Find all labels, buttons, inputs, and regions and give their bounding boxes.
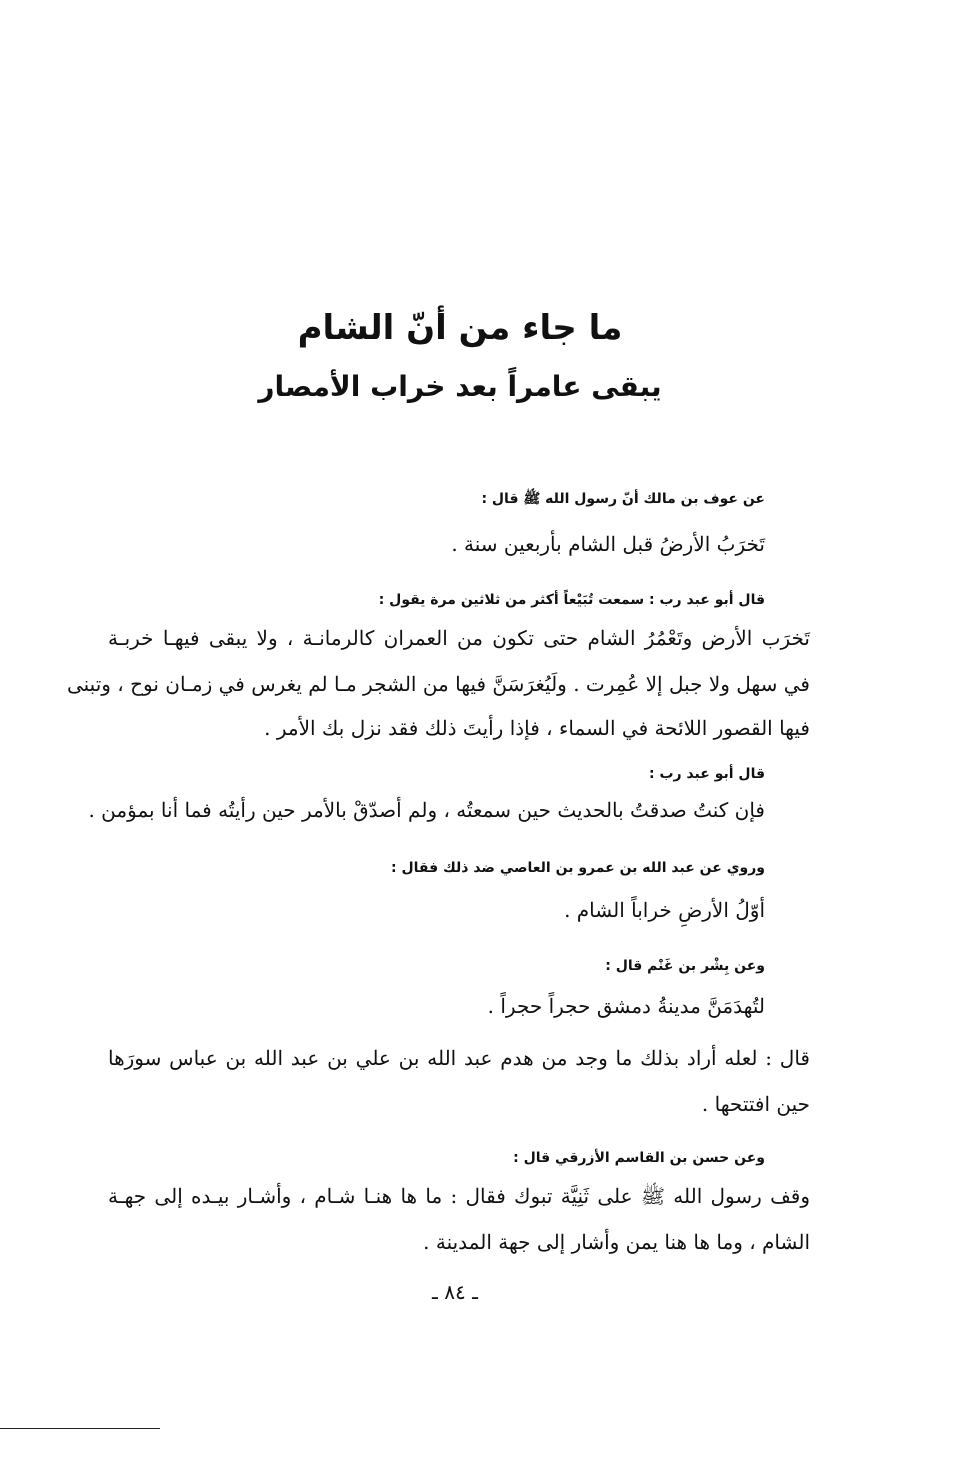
narrator-line: قال أبو عبد رب : [649,766,765,782]
hadith-text: وقف رسول الله ﷺ على ثَنِيَّة تبوك فقال : ما ها هنـا شـام ، وأشـار بيـده إلى جهـة [108,1184,810,1208]
narrator-line: قال أبو عبد رب : سمعت تُبَيْعاً أكثر من ثلاثين مرة يقول : [378,592,765,608]
narrator-line: وعن بِشْر بن غَنْم قال : [605,958,765,974]
page-number: ـ ٨٤ ـ [432,1280,478,1304]
hadith-text: الشام ، وما ها هنا يمن وأشار إلى جهة المدينة . [423,1230,810,1254]
hadith-text: فيها القصور اللائحة في السماء ، فإذا رأيتَ ذلك فقد نزل بك الأمر . [264,716,810,740]
commentary-text: حين افتتحها . [701,1092,810,1116]
hadith-text: فإن كنتُ صدقتُ بالحديث حين سمعتُه ، ولم أصدّقْ بالأمر حين رأيتُه فما أنا بمؤمن . [88,798,765,822]
narrator-line: وعن حسن بن القاسم الأزرقي قال : [513,1150,765,1166]
hadith-text: لتُهدَمَنَّ مدينةُ دمشق حجراً حجراً . [487,994,765,1018]
hadith-text: تَخرَبُ الأرضُ قبل الشام بأربعين سنة . [451,532,765,556]
hadith-text: في سهل ولا جبل إلا عُمِرت . ولَيُغرَسَنَّ فيها من الشجر مـا لم يغرس في زمـان نوح ، وتبنى [66,672,810,696]
chapter-title: ما جاء من أنّ الشام [297,308,623,348]
narrator-line: وروي عن عبد الله بن عمرو بن العاصي ضد ذلك فقال : [390,860,765,876]
narrator-line: عن عوف بن مالك أنّ رسول الله ﷺ قال : [481,491,765,507]
hadith-text: أوّلُ الأرضِ خراباً الشام . [564,898,765,922]
footnote-divider [0,1428,160,1429]
hadith-text: تَخرَب الأرض وتَعْمُرُ الشام حتى تكون من العمران كالرمانـة ، ولا يبقى فيهـا خربـة [108,626,810,650]
chapter-subtitle: يبقى عامراً بعد خراب الأمصار [258,370,662,403]
commentary-text: قال : لعله أراد بذلك ما وجد من هدم عبد الله بن علي بن عبد الله بن عباس سورَها [108,1046,810,1070]
